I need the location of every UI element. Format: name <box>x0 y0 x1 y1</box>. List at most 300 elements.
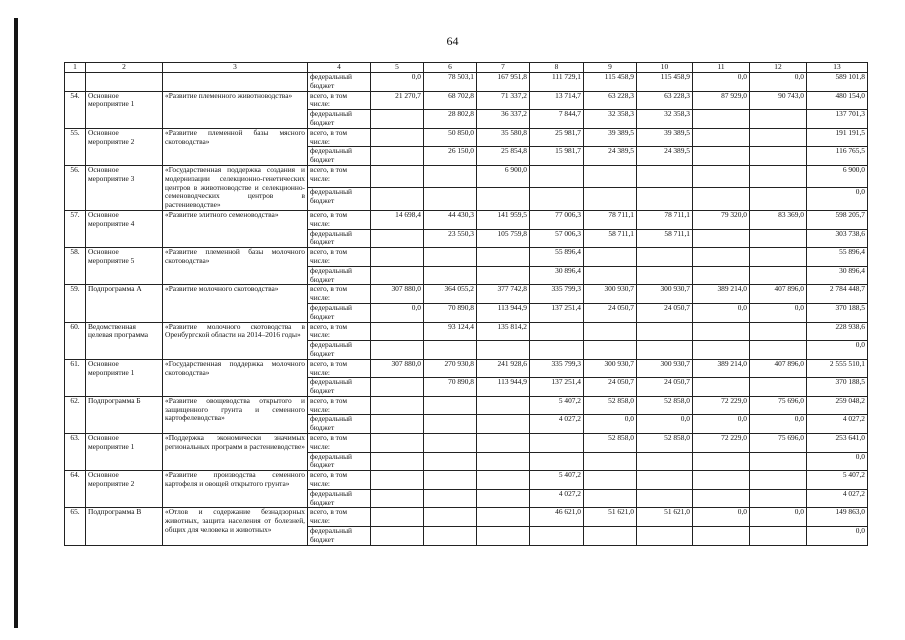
amount-cell <box>750 188 807 211</box>
amount-cell <box>637 188 693 211</box>
table-row <box>65 359 868 378</box>
amount-cell: 90 743,0 <box>750 91 807 110</box>
amount-cell <box>424 452 477 471</box>
amount-cell: 113 944,9 <box>477 303 530 322</box>
amount-cell <box>424 165 477 187</box>
amount-cell <box>584 471 637 490</box>
amount-cell: 303 738,6 <box>807 229 868 248</box>
amount-cell: 13 714,7 <box>530 91 584 110</box>
funding-source-cell: всего, в том числе: <box>308 396 371 415</box>
amount-cell: 44 430,3 <box>424 210 477 229</box>
amount-cell: 407 896,0 <box>750 285 807 304</box>
amount-cell: 6 900,0 <box>477 165 530 187</box>
amount-cell <box>637 452 693 471</box>
table-row <box>65 128 868 147</box>
amount-cell <box>371 266 424 285</box>
amount-cell <box>424 508 477 527</box>
table-row <box>65 508 868 527</box>
amount-cell: 77 006,3 <box>530 210 584 229</box>
amount-cell <box>371 489 424 508</box>
amount-cell <box>693 110 750 129</box>
amount-cell: 24 389,5 <box>584 147 637 166</box>
table-row <box>65 285 868 304</box>
budget-table <box>64 62 868 546</box>
column-number-cell: 7 <box>477 63 530 73</box>
row-number-cell: 57. <box>65 210 86 247</box>
amount-cell <box>637 248 693 267</box>
funding-source-cell: всего, в том числе: <box>308 248 371 267</box>
amount-cell: 52 858,0 <box>637 434 693 453</box>
amount-cell <box>371 128 424 147</box>
program-description-cell: «Поддержка экономически значимых региональных программ в растениеводстве» <box>163 434 308 471</box>
amount-cell: 0,0 <box>584 415 637 434</box>
amount-cell <box>371 165 424 187</box>
program-description-cell: «Государственная поддержка молочного скотоводства» <box>163 359 308 396</box>
row-number-cell: 61. <box>65 359 86 396</box>
amount-cell <box>693 147 750 166</box>
amount-cell: 63 228,3 <box>584 91 637 110</box>
amount-cell: 24 050,7 <box>584 378 637 397</box>
amount-cell: 71 337,2 <box>477 91 530 110</box>
amount-cell: 259 048,2 <box>807 396 868 415</box>
amount-cell <box>637 322 693 341</box>
funding-source-cell: всего, в том числе: <box>308 508 371 527</box>
amount-cell <box>477 396 530 415</box>
funding-source-cell: федеральный бюджет <box>308 452 371 471</box>
column-number-cell: 1 <box>65 63 86 73</box>
amount-cell <box>637 341 693 360</box>
amount-cell <box>584 165 637 187</box>
amount-cell <box>477 471 530 490</box>
amount-cell <box>424 434 477 453</box>
amount-cell: 93 124,4 <box>424 322 477 341</box>
program-description-cell: «Государственная поддержка создания и модернизации селекционно-генетических центров в животноводстве и селекционно-семеноводческих центров в растениеводстве» <box>163 165 308 210</box>
funding-source-cell: федеральный бюджет <box>308 489 371 508</box>
row-number-cell: 54. <box>65 91 86 128</box>
amount-cell <box>371 378 424 397</box>
amount-cell <box>424 471 477 490</box>
amount-cell: 52 858,0 <box>584 396 637 415</box>
amount-cell <box>371 508 424 527</box>
amount-cell: 4 027,2 <box>530 489 584 508</box>
amount-cell: 407 896,0 <box>750 359 807 378</box>
amount-cell <box>477 415 530 434</box>
amount-cell: 51 621,0 <box>637 508 693 527</box>
amount-cell: 113 944,9 <box>477 378 530 397</box>
program-description-cell: «Развитие овощеводства открытого и защищенного грунта и семенного картофелеводства» <box>163 396 308 433</box>
amount-cell: 141 959,5 <box>477 210 530 229</box>
amount-cell <box>477 248 530 267</box>
funding-source-cell: федеральный бюджет <box>308 188 371 211</box>
table-row <box>65 73 868 92</box>
table-row <box>65 248 868 267</box>
amount-cell: 51 621,0 <box>584 508 637 527</box>
amount-cell <box>424 396 477 415</box>
amount-cell: 52 858,0 <box>584 434 637 453</box>
amount-cell: 0,0 <box>637 415 693 434</box>
row-number-cell: 55. <box>65 128 86 165</box>
amount-cell: 4 027,2 <box>530 415 584 434</box>
funding-source-cell: всего, в том числе: <box>308 128 371 147</box>
amount-cell: 589 101,8 <box>807 73 868 92</box>
amount-cell: 105 759,8 <box>477 229 530 248</box>
funding-source-cell: всего, в том числе: <box>308 210 371 229</box>
amount-cell: 167 951,8 <box>477 73 530 92</box>
amount-cell: 25 981,7 <box>530 128 584 147</box>
program-name-cell: Основное мероприятие 2 <box>86 128 163 165</box>
amount-cell <box>693 489 750 508</box>
amount-cell: 14 698,4 <box>371 210 424 229</box>
amount-cell: 7 844,7 <box>530 110 584 129</box>
amount-cell <box>530 527 584 546</box>
program-name-cell: Основное мероприятие 4 <box>86 210 163 247</box>
binding-margin-bar <box>14 18 18 628</box>
amount-cell: 300 930,7 <box>637 285 693 304</box>
amount-cell: 5 407,2 <box>530 471 584 490</box>
amount-cell <box>530 322 584 341</box>
amount-cell: 111 729,1 <box>530 73 584 92</box>
row-number-cell: 58. <box>65 248 86 285</box>
amount-cell: 28 802,8 <box>424 110 477 129</box>
funding-source-cell: федеральный бюджет <box>308 229 371 248</box>
column-number-cell: 11 <box>693 63 750 73</box>
amount-cell <box>693 128 750 147</box>
amount-cell: 191 191,5 <box>807 128 868 147</box>
amount-cell: 137 701,3 <box>807 110 868 129</box>
amount-cell <box>477 527 530 546</box>
amount-cell: 389 214,0 <box>693 285 750 304</box>
amount-cell: 58 711,1 <box>637 229 693 248</box>
amount-cell: 30 896,4 <box>530 266 584 285</box>
amount-cell <box>371 248 424 267</box>
amount-cell: 68 702,8 <box>424 91 477 110</box>
program-description-cell: «Отлов и содержание безнадзорных животных, защита населения от болезней, общих для человека и животных» <box>163 508 308 545</box>
page-number: 64 <box>446 34 459 48</box>
program-name-cell: Подпрограмма Б <box>86 396 163 433</box>
amount-cell <box>424 527 477 546</box>
amount-cell <box>693 471 750 490</box>
amount-cell: 46 621,0 <box>530 508 584 527</box>
program-description-cell: «Развитие племенного животноводства» <box>163 91 308 128</box>
amount-cell <box>477 452 530 471</box>
amount-cell: 78 711,1 <box>637 210 693 229</box>
amount-cell: 39 389,5 <box>584 128 637 147</box>
table-body <box>65 63 868 546</box>
amount-cell: 55 896,4 <box>530 248 584 267</box>
amount-cell <box>424 188 477 211</box>
amount-cell <box>530 434 584 453</box>
program-name-cell: Основное мероприятие 2 <box>86 471 163 508</box>
program-name-cell: Ведомственная целевая программа <box>86 322 163 359</box>
table-row <box>65 165 868 187</box>
amount-cell <box>693 527 750 546</box>
amount-cell <box>750 229 807 248</box>
amount-cell <box>371 229 424 248</box>
amount-cell: 26 150,0 <box>424 147 477 166</box>
amount-cell: 5 407,2 <box>530 396 584 415</box>
column-number-cell: 12 <box>750 63 807 73</box>
program-description-cell: «Развитие молочного скотоводства в Оренбургской области на 2014–2016 годы» <box>163 322 308 359</box>
amount-cell <box>637 527 693 546</box>
funding-source-cell: всего, в том числе: <box>308 285 371 304</box>
amount-cell <box>371 341 424 360</box>
amount-cell: 83 369,0 <box>750 210 807 229</box>
amount-cell: 0,0 <box>750 73 807 92</box>
amount-cell <box>637 266 693 285</box>
amount-cell: 30 896,4 <box>807 266 868 285</box>
amount-cell: 25 854,8 <box>477 147 530 166</box>
amount-cell <box>477 489 530 508</box>
amount-cell <box>530 165 584 187</box>
amount-cell: 72 229,0 <box>693 396 750 415</box>
amount-cell: 6 900,0 <box>807 165 868 187</box>
table-row <box>65 396 868 415</box>
program-name-cell <box>86 73 163 92</box>
amount-cell <box>584 188 637 211</box>
program-description-cell <box>163 73 308 92</box>
column-number-cell: 3 <box>163 63 308 73</box>
amount-cell <box>750 248 807 267</box>
amount-cell: 0,0 <box>750 303 807 322</box>
amount-cell: 307 880,0 <box>371 285 424 304</box>
amount-cell <box>750 471 807 490</box>
amount-cell <box>693 229 750 248</box>
amount-cell: 75 696,0 <box>750 396 807 415</box>
column-number-cell: 5 <box>371 63 424 73</box>
amount-cell: 21 270,7 <box>371 91 424 110</box>
row-number-cell: 60. <box>65 322 86 359</box>
amount-cell: 135 814,2 <box>477 322 530 341</box>
column-number-cell: 6 <box>424 63 477 73</box>
amount-cell <box>424 266 477 285</box>
table-row <box>65 434 868 453</box>
amount-cell <box>371 110 424 129</box>
amount-cell <box>750 322 807 341</box>
amount-cell: 24 050,7 <box>584 303 637 322</box>
amount-cell <box>750 452 807 471</box>
funding-source-cell: федеральный бюджет <box>308 341 371 360</box>
row-number-cell: 64. <box>65 471 86 508</box>
amount-cell: 58 711,1 <box>584 229 637 248</box>
amount-cell <box>477 188 530 211</box>
funding-source-cell: всего, в том числе: <box>308 165 371 187</box>
funding-source-cell: всего, в том числе: <box>308 359 371 378</box>
amount-cell: 15 981,7 <box>530 147 584 166</box>
amount-cell: 0,0 <box>807 452 868 471</box>
amount-cell: 70 890,8 <box>424 303 477 322</box>
program-name-cell: Основное мероприятие 5 <box>86 248 163 285</box>
amount-cell: 0,0 <box>693 303 750 322</box>
amount-cell <box>693 341 750 360</box>
amount-cell: 389 214,0 <box>693 359 750 378</box>
amount-cell <box>477 508 530 527</box>
table-row <box>65 322 868 341</box>
amount-cell <box>477 341 530 360</box>
amount-cell <box>371 527 424 546</box>
amount-cell: 0,0 <box>693 508 750 527</box>
amount-cell <box>750 527 807 546</box>
amount-cell: 335 799,3 <box>530 285 584 304</box>
amount-cell <box>750 378 807 397</box>
amount-cell: 55 896,4 <box>807 248 868 267</box>
column-number-cell: 13 <box>807 63 868 73</box>
amount-cell: 78 503,1 <box>424 73 477 92</box>
amount-cell: 2 784 448,7 <box>807 285 868 304</box>
column-number-cell: 10 <box>637 63 693 73</box>
amount-cell <box>584 527 637 546</box>
amount-cell: 300 930,7 <box>584 285 637 304</box>
amount-cell: 241 928,6 <box>477 359 530 378</box>
amount-cell <box>637 471 693 490</box>
amount-cell: 0,0 <box>693 73 750 92</box>
amount-cell <box>750 147 807 166</box>
amount-cell <box>584 341 637 360</box>
row-number-cell: 59. <box>65 285 86 322</box>
amount-cell <box>530 452 584 471</box>
program-name-cell: Подпрограмма В <box>86 508 163 545</box>
amount-cell <box>371 415 424 434</box>
amount-cell: 75 696,0 <box>750 434 807 453</box>
funding-source-cell: федеральный бюджет <box>308 147 371 166</box>
amount-cell: 0,0 <box>371 303 424 322</box>
amount-cell <box>424 248 477 267</box>
amount-cell: 0,0 <box>750 415 807 434</box>
funding-source-cell: всего, в том числе: <box>308 471 371 490</box>
funding-source-cell: федеральный бюджет <box>308 73 371 92</box>
amount-cell: 24 050,7 <box>637 303 693 322</box>
amount-cell <box>371 434 424 453</box>
amount-cell <box>424 341 477 360</box>
amount-cell: 116 765,5 <box>807 147 868 166</box>
amount-cell <box>693 188 750 211</box>
amount-cell: 335 799,3 <box>530 359 584 378</box>
amount-cell: 52 858,0 <box>637 396 693 415</box>
amount-cell <box>477 266 530 285</box>
amount-cell <box>750 489 807 508</box>
amount-cell: 307 880,0 <box>371 359 424 378</box>
amount-cell: 480 154,0 <box>807 91 868 110</box>
amount-cell <box>584 248 637 267</box>
amount-cell: 364 055,2 <box>424 285 477 304</box>
amount-cell: 4 027,2 <box>807 489 868 508</box>
amount-cell: 228 938,6 <box>807 322 868 341</box>
row-number-cell: 65. <box>65 508 86 545</box>
amount-cell: 0,0 <box>750 508 807 527</box>
program-description-cell: «Развитие элитного семеноводства» <box>163 210 308 247</box>
program-description-cell: «Развитие племенной базы молочного скотоводства» <box>163 248 308 285</box>
amount-cell: 115 458,9 <box>637 73 693 92</box>
funding-source-cell: федеральный бюджет <box>308 110 371 129</box>
amount-cell: 24 389,5 <box>637 147 693 166</box>
amount-cell: 4 027,2 <box>807 415 868 434</box>
amount-cell <box>750 110 807 129</box>
amount-cell: 115 458,9 <box>584 73 637 92</box>
amount-cell <box>693 378 750 397</box>
funding-source-cell: всего, в том числе: <box>308 434 371 453</box>
amount-cell <box>424 415 477 434</box>
funding-source-cell: федеральный бюджет <box>308 266 371 285</box>
amount-cell: 300 930,7 <box>584 359 637 378</box>
amount-cell: 137 251,4 <box>530 378 584 397</box>
funding-source-cell: всего, в том числе: <box>308 91 371 110</box>
amount-cell: 23 550,3 <box>424 229 477 248</box>
amount-cell <box>371 396 424 415</box>
amount-cell: 39 389,5 <box>637 128 693 147</box>
amount-cell <box>530 188 584 211</box>
amount-cell: 5 407,2 <box>807 471 868 490</box>
amount-cell: 0,0 <box>807 188 868 211</box>
amount-cell: 377 742,8 <box>477 285 530 304</box>
row-number-cell: 62. <box>65 396 86 433</box>
amount-cell <box>693 266 750 285</box>
program-name-cell: Основное мероприятие 1 <box>86 91 163 128</box>
amount-cell <box>750 128 807 147</box>
table-row <box>65 210 868 229</box>
amount-cell: 270 930,8 <box>424 359 477 378</box>
amount-cell <box>693 165 750 187</box>
amount-cell: 2 555 510,1 <box>807 359 868 378</box>
amount-cell <box>530 341 584 360</box>
row-number-cell: 56. <box>65 165 86 210</box>
program-name-cell: Подпрограмма А <box>86 285 163 322</box>
amount-cell <box>584 322 637 341</box>
column-number-cell: 4 <box>308 63 371 73</box>
amount-cell: 0,0 <box>693 415 750 434</box>
column-number-cell: 9 <box>584 63 637 73</box>
amount-cell <box>371 322 424 341</box>
amount-cell <box>584 266 637 285</box>
amount-cell: 370 188,5 <box>807 378 868 397</box>
amount-cell: 0,0 <box>807 527 868 546</box>
amount-cell <box>371 471 424 490</box>
funding-source-cell: федеральный бюджет <box>308 378 371 397</box>
amount-cell: 70 890,8 <box>424 378 477 397</box>
amount-cell <box>750 266 807 285</box>
amount-cell: 598 205,7 <box>807 210 868 229</box>
amount-cell <box>371 147 424 166</box>
column-number-cell: 8 <box>530 63 584 73</box>
program-description-cell: «Развитие племенной базы мясного скотоводства» <box>163 128 308 165</box>
program-description-cell: «Развитие производства семенного картофеля и овощей открытого грунта» <box>163 471 308 508</box>
row-number-cell <box>65 73 86 92</box>
amount-cell: 24 050,7 <box>637 378 693 397</box>
amount-cell <box>584 452 637 471</box>
table-row <box>65 471 868 490</box>
amount-cell <box>371 452 424 471</box>
amount-cell: 300 930,7 <box>637 359 693 378</box>
amount-cell: 149 863,0 <box>807 508 868 527</box>
amount-cell: 0,0 <box>807 341 868 360</box>
amount-cell <box>424 489 477 508</box>
amount-cell <box>371 188 424 211</box>
amount-cell: 72 229,0 <box>693 434 750 453</box>
funding-source-cell: федеральный бюджет <box>308 303 371 322</box>
amount-cell: 137 251,4 <box>530 303 584 322</box>
amount-cell <box>637 165 693 187</box>
column-number-row <box>65 63 868 73</box>
table-row <box>65 91 868 110</box>
program-description-cell: «Развитие молочного скотоводства» <box>163 285 308 322</box>
amount-cell: 36 337,2 <box>477 110 530 129</box>
amount-cell: 50 850,0 <box>424 128 477 147</box>
column-number-cell: 2 <box>86 63 163 73</box>
funding-source-cell: федеральный бюджет <box>308 527 371 546</box>
funding-source-cell: федеральный бюджет <box>308 415 371 434</box>
amount-cell <box>693 322 750 341</box>
amount-cell: 32 358,3 <box>584 110 637 129</box>
amount-cell: 253 641,0 <box>807 434 868 453</box>
row-number-cell: 63. <box>65 434 86 471</box>
